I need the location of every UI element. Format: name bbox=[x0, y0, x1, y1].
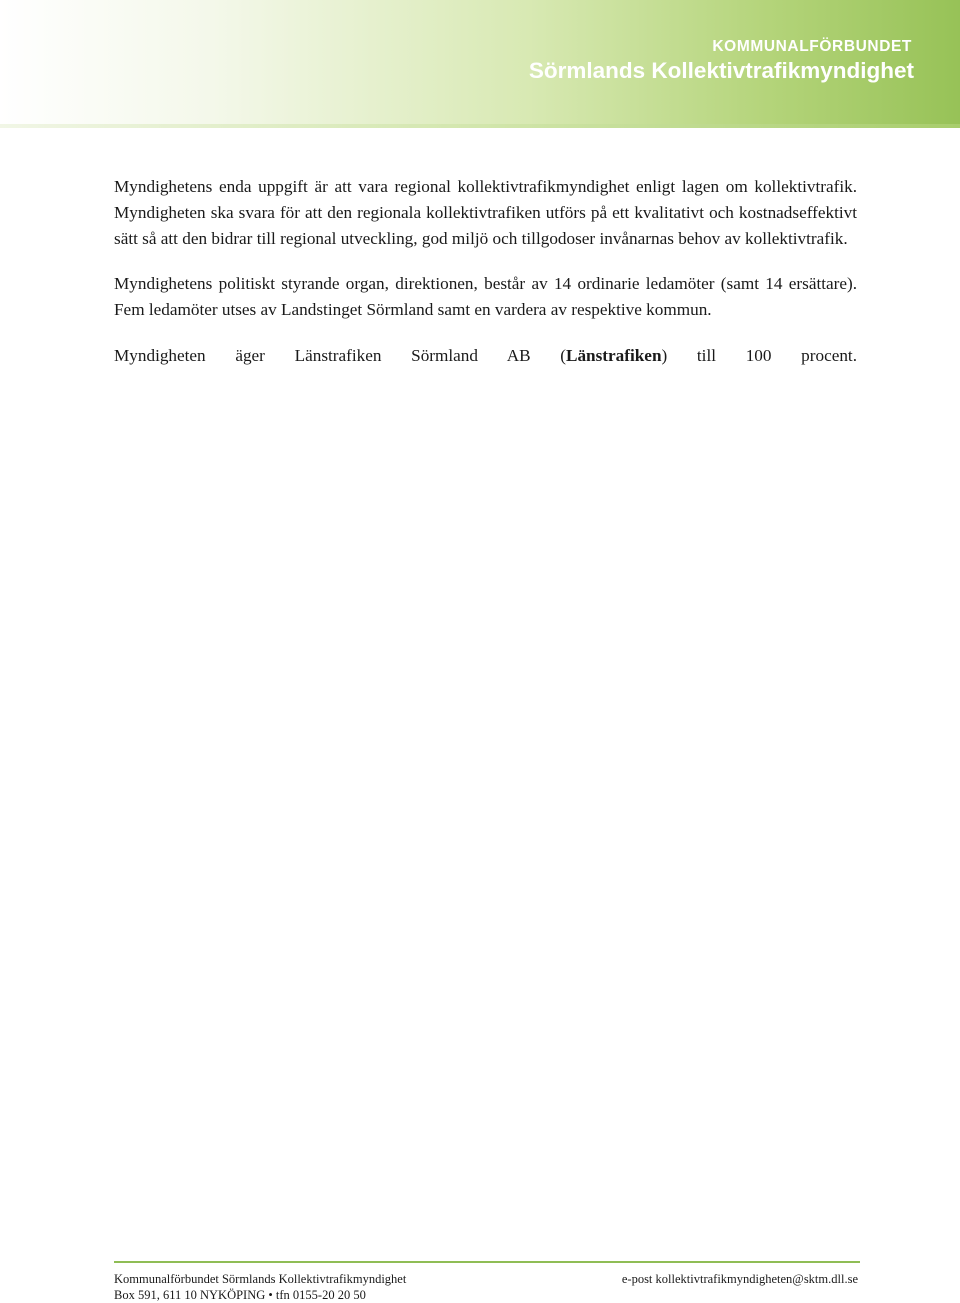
footer-divider bbox=[114, 1261, 860, 1263]
organization-kicker: KOMMUNALFÖRBUNDET bbox=[712, 38, 912, 55]
paragraph-ownership bbox=[114, 343, 857, 369]
paragraph-purpose: Myndighetens enda uppgift är att vara regional kollektivtrafikmyndighet enligt lagen om kollektivtrafik. Myndigheten ska svara för att den regionala kollektivtrafiken utförs på ett kvalitativt och kostnadseffektivt sätt så att den bidrar till regional utveckling, god miljö och tillgodoser invånarnas behov av kollektivtrafik. bbox=[114, 177, 857, 248]
footer-email: e-post kollektivtrafikmyndigheten@sktm.dll.se bbox=[621, 1272, 858, 1286]
paragraph-governance: Myndighetens politiskt styrande organ, direktionen, består av 14 ordinarie ledamöter (samt 14 ersättare). Fem ledamöter utses av Landstinget Sörmland samt en vardera av respektive kommun. bbox=[114, 274, 857, 319]
ownership-text-after: ) till 100 procent. bbox=[661, 345, 857, 365]
footer-address-phone: Box 591, 611 10 NYKÖPING • tfn 0155-20 20 50 bbox=[114, 1288, 366, 1302]
ownership-text-before: Myndigheten äger Länstrafiken Sörmland AB ( bbox=[114, 345, 566, 365]
organization-name: Sörmlands Kollektivtrafikmyndighet bbox=[528, 58, 914, 83]
header-divider bbox=[0, 124, 960, 128]
ownership-company-short-name: Länstrafiken bbox=[566, 345, 662, 365]
footer-organization: Kommunalförbundet Sörmlands Kollektivtrafikmyndighet bbox=[114, 1272, 407, 1286]
document-body bbox=[114, 174, 857, 388]
